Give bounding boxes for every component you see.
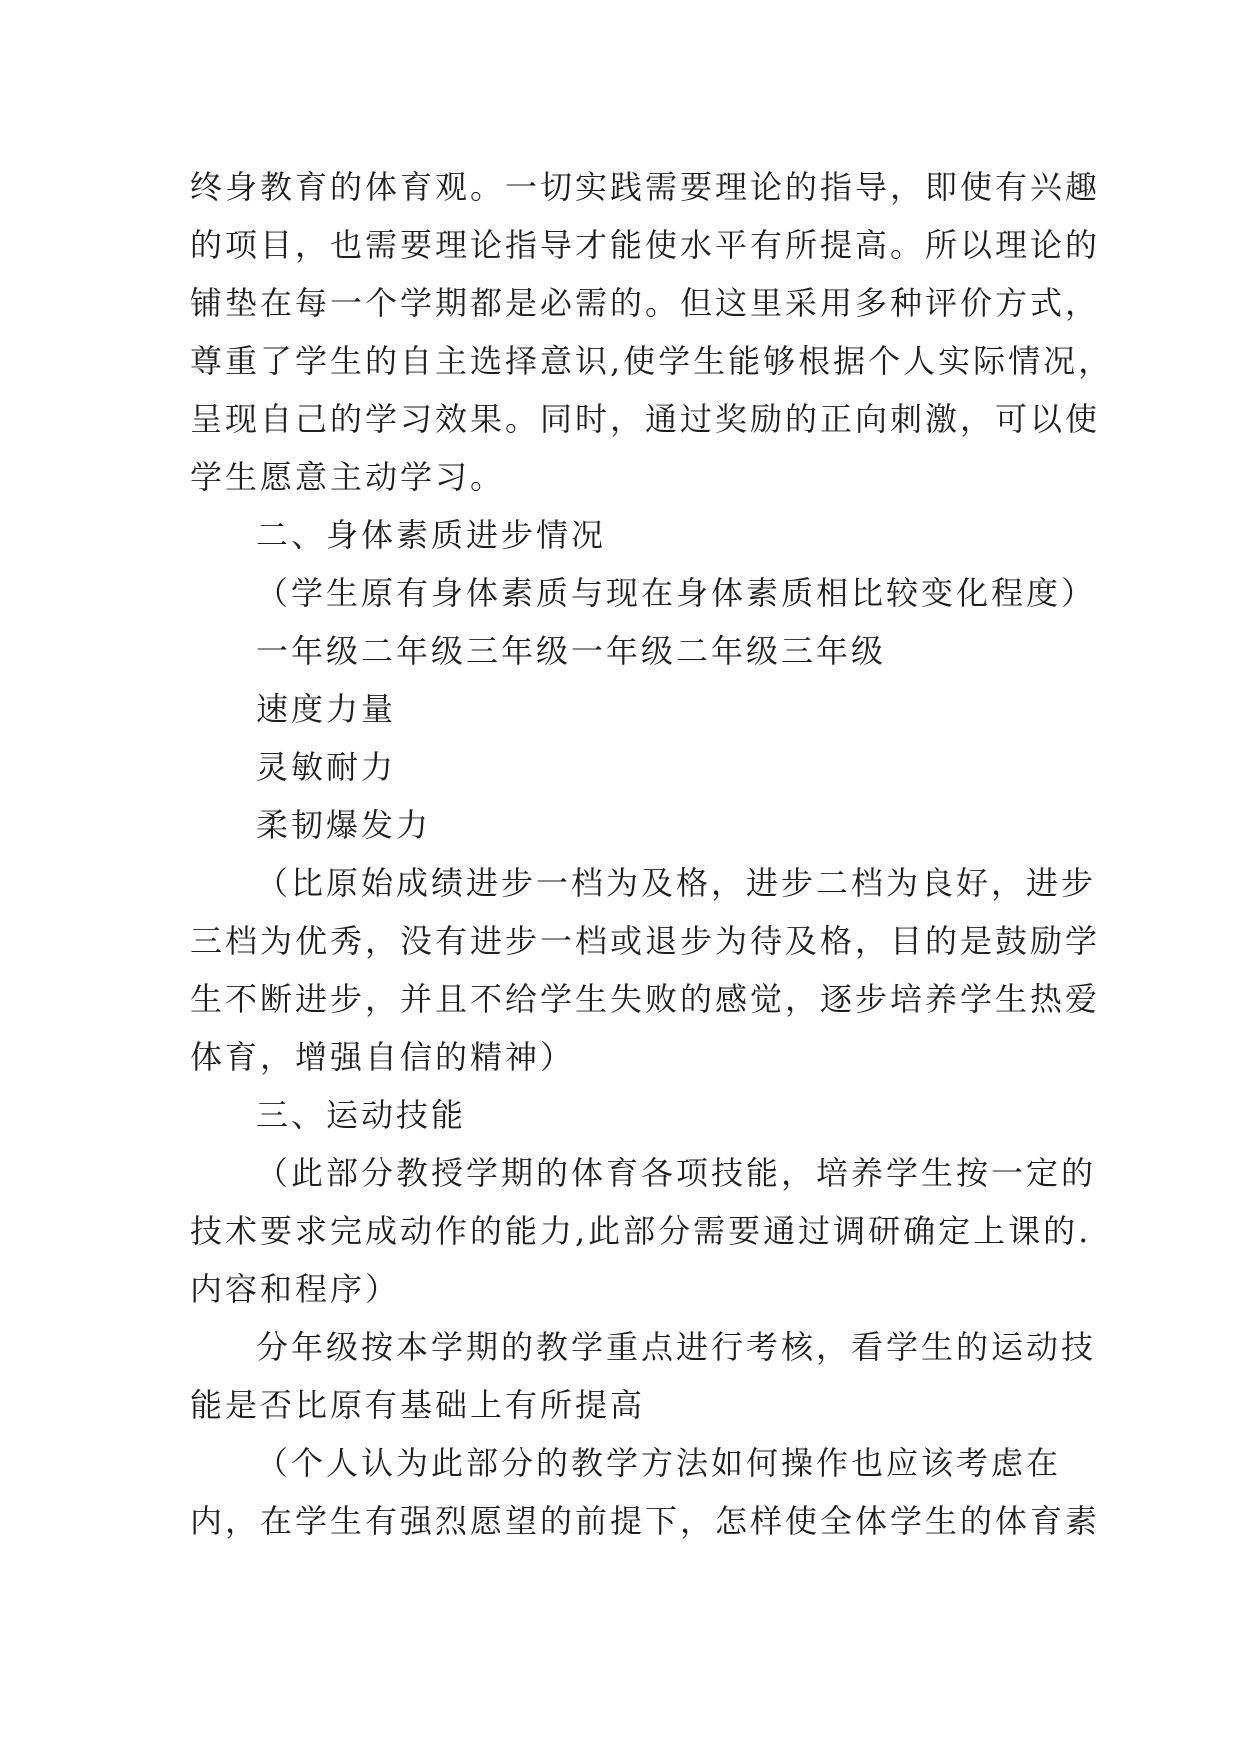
section-heading: 三、运动技能 — [256, 1096, 467, 1134]
paragraph-line: 三档为优秀，没有进步一档或退步为待及格，目的是鼓励学 — [190, 922, 1101, 960]
paragraph-line: （个人认为此部分的教学方法如何操作也应该考虑在 — [256, 1444, 1062, 1482]
paragraph-line: 能是否比原有基础上有所提高 — [190, 1386, 646, 1424]
paragraph-line: 铺垫在每一个学期都是必需的。但这里采用多种评价方式， — [190, 284, 1101, 322]
paragraph-line: 呈现自己的学习效果。同时，通过奖励的正向刺激，可以使 — [190, 400, 1101, 438]
paragraph-line: 尊重了学生的自主选择意识,使学生能够根据个人实际情况， — [190, 342, 1114, 380]
paragraph-line: （此部分教授学期的体育各项技能，培养学生按一定的 — [256, 1154, 1097, 1192]
paragraph-line: 内容和程序） — [190, 1270, 401, 1308]
grade-row: 一年级二年级三年级一年级二年级三年级 — [256, 632, 887, 670]
paragraph-line: （学生原有身体素质与现在身体素质相比较变化程度） — [256, 574, 1097, 612]
paragraph-line: 终身教育的体育观。一切实践需要理论的指导，即使有兴趣 — [190, 168, 1101, 206]
fitness-item: 速度力量 — [256, 690, 397, 728]
paragraph-line: 体育，增强自信的精神） — [190, 1038, 576, 1076]
fitness-item: 灵敏耐力 — [256, 748, 397, 786]
paragraph-line: 内，在学生有强烈愿望的前提下，怎样使全体学生的体育素 — [190, 1502, 1101, 1540]
paragraph-line: 的项目，也需要理论指导才能使水平有所提高。所以理论的 — [190, 226, 1101, 264]
paragraph-line: 技术要求完成动作的能力,此部分需要通过调研确定上课的. — [190, 1212, 1092, 1250]
section-heading: 二、身体素质进步情况 — [256, 516, 607, 554]
fitness-item: 柔韧爆发力 — [256, 806, 432, 844]
paragraph-line: 生不断进步，并且不给学生失败的感觉，逐步培养学生热爱 — [190, 980, 1101, 1018]
paragraph-line: （比原始成绩进步一档为及格，进步二档为良好，进步 — [256, 864, 1097, 902]
paragraph-line: 分年级按本学期的教学重点进行考核，看学生的运动技 — [256, 1328, 1097, 1366]
paragraph-line: 学生愿意主动学习。 — [190, 458, 506, 496]
